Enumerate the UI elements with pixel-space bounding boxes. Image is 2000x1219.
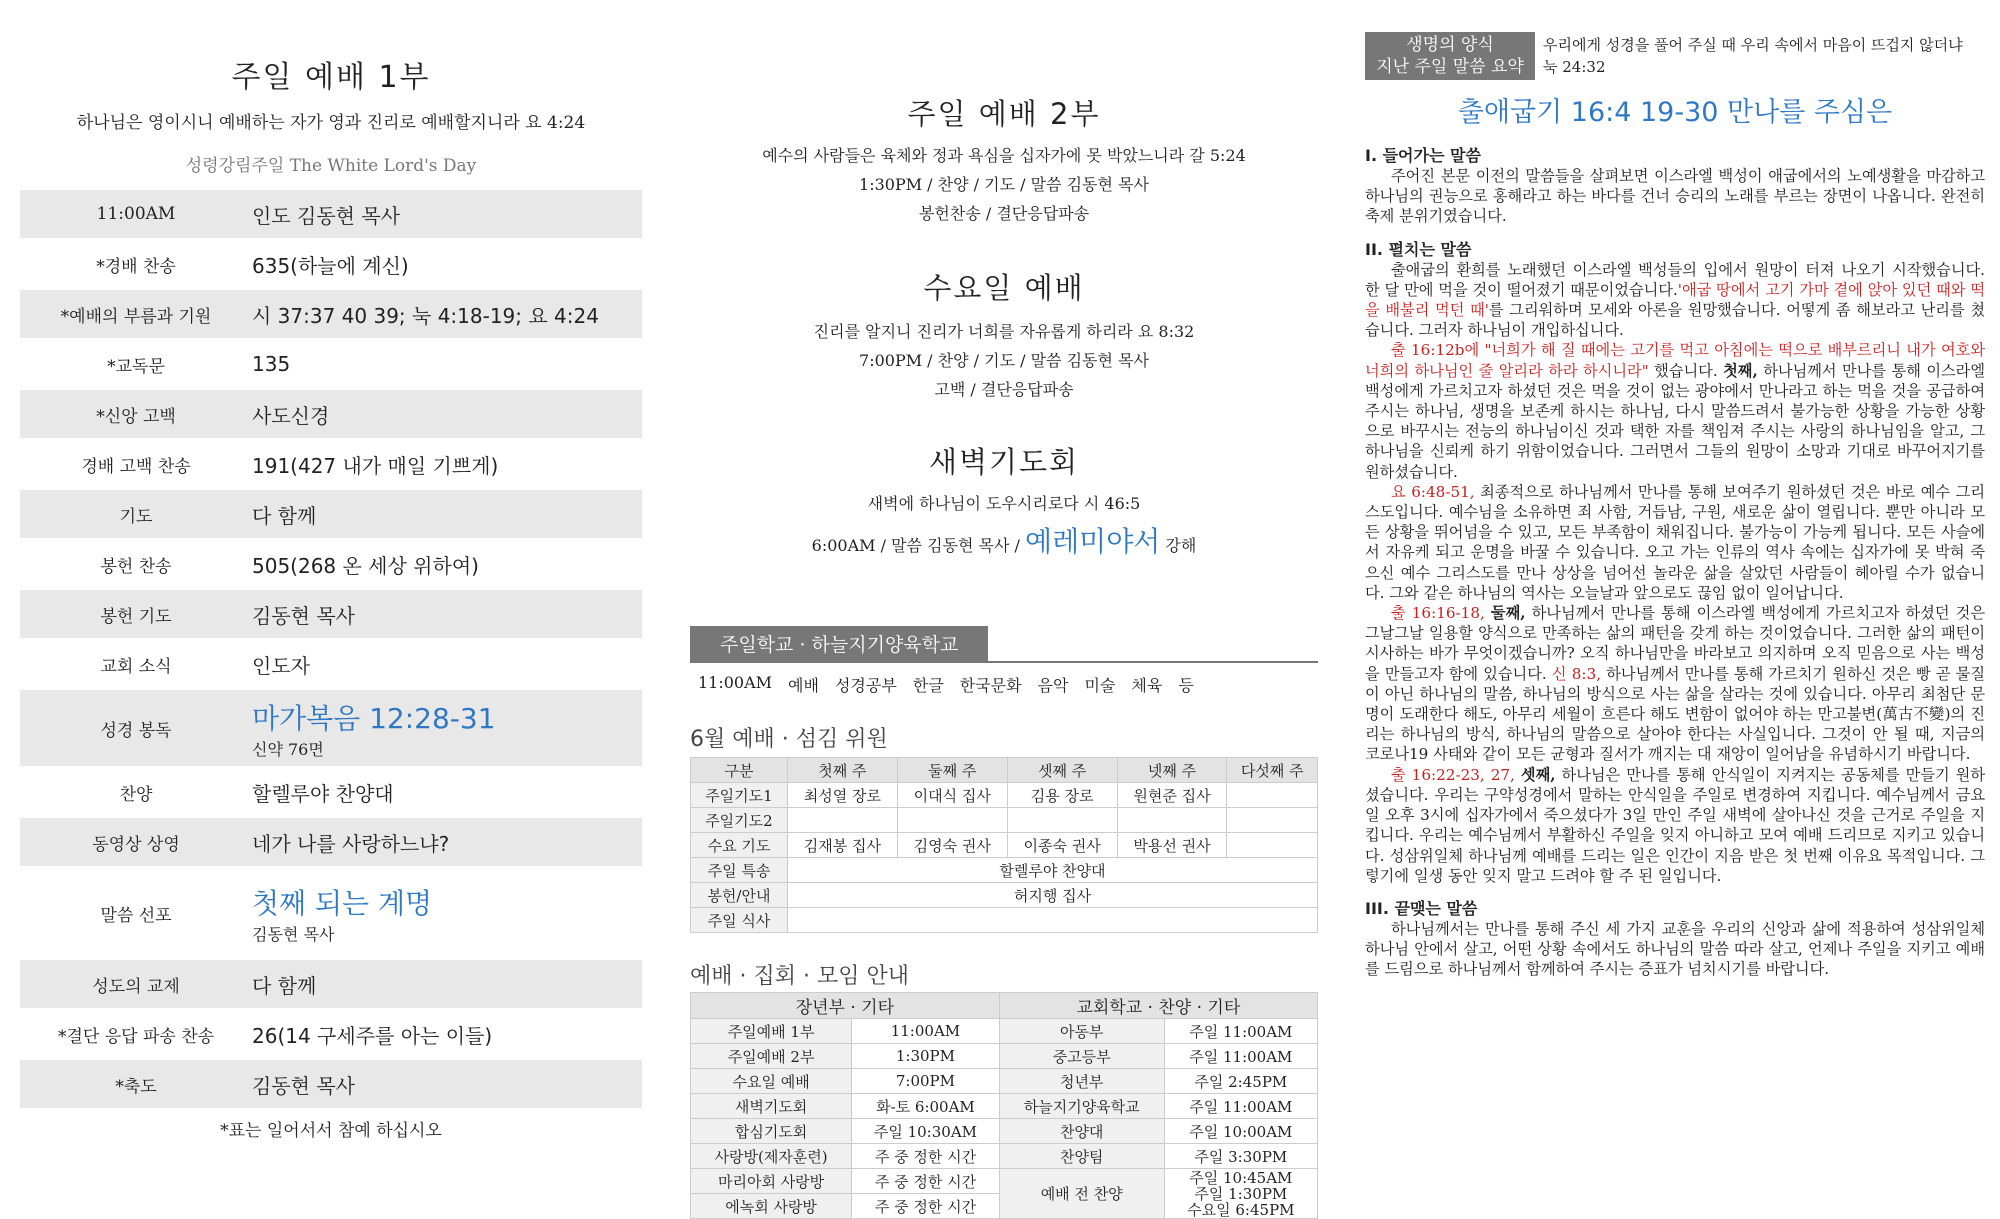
meeting-time-list — [1164, 1169, 1317, 1219]
school-item: 11:00AM — [698, 673, 773, 692]
meetings-row — [691, 1119, 1318, 1144]
meeting-name: 하늘지기양육학교 — [999, 1094, 1164, 1119]
worship-row-label: 성경 봉독 — [100, 720, 172, 741]
worship-row-sub: 신약 76면 — [252, 739, 324, 759]
sec2-p2a: 했습니다. — [1648, 361, 1718, 380]
meeting-time: 7:00PM — [852, 1069, 1000, 1094]
meeting-time: 주일 11:00AM — [1164, 1044, 1317, 1069]
duty-row-label: 주일 특송 — [691, 858, 788, 883]
meetings-header-cell: 장년부 · 기타 — [691, 993, 1000, 1019]
sunday-service-1-column — [20, 0, 642, 1213]
worship-row-label: *결단 응답 파송 찬송 — [57, 1026, 215, 1047]
meetings-row — [691, 1144, 1318, 1169]
worship-row — [20, 390, 642, 438]
service-1-title: 주일 예배 1부 — [231, 60, 431, 95]
worship-row-label: 성도의 교제 — [92, 976, 180, 997]
duty-cell: 이대식 집사 — [897, 783, 1007, 808]
meeting-name: 주일예배 1부 — [691, 1019, 852, 1044]
school-bar: 주일학교 · 하늘지기양육학교 — [690, 626, 988, 661]
dawn-prayer-verse: 새벽에 하나님이 도우시리로다 시 46:5 — [867, 494, 1141, 513]
worship-row-value: 네가 나를 사랑하느냐? — [252, 831, 450, 856]
section-1-heading: I. 들어가는 말씀 — [1365, 146, 1481, 165]
duty-span-row — [691, 883, 1318, 908]
section-2-para-4 — [1365, 603, 1985, 765]
meeting-name: 새벽기도회 — [691, 1094, 852, 1119]
worship-row-value: 135 — [252, 352, 291, 376]
service-2-order-2: 봉헌찬송 / 결단응답파송 — [918, 204, 1090, 223]
worship-row-label: *경배 찬송 — [96, 256, 176, 277]
section-2-heading: II. 펼치는 말씀 — [1365, 239, 1472, 259]
meeting-time: 주일 10:30AM — [852, 1119, 1000, 1144]
duty-span-cell: 할렐루야 찬양대 — [787, 858, 1317, 883]
meeting-name: 예배 전 찬양 — [999, 1169, 1164, 1219]
worship-row-label: 기도 — [119, 506, 153, 527]
section-1-body: 주어진 본문 이전의 말씀들을 살펴보면 이스라엘 백성이 애굽에서의 노예생활을 마감하고 하나님의 권능으로 홍해라고 하는 바다를 건너 승리의 노래를 부르는 장면이 나옵니다. 완전히 축제 분위기였습니다. — [1365, 167, 1985, 226]
duty-row — [691, 833, 1318, 858]
meeting-time: 1:30PM — [852, 1044, 1000, 1069]
section-2-para-3 — [1365, 482, 1985, 603]
worship-row-value: 다 함께 — [252, 973, 317, 998]
duty-cell: 김재봉 집사 — [787, 833, 897, 858]
meeting-name: 마리아회 사랑방 — [691, 1169, 852, 1194]
dawn-prayer-book: 예레미야서 — [1025, 525, 1161, 558]
sec2-p1-quote: '애굽 땅에서 고기 가마 곁에 앉아 있던 때와 떡을 배불리 먹던 때' — [1365, 280, 1985, 320]
worship-row-value: 191(427 내가 매일 기쁘게) — [252, 453, 499, 478]
worship-row — [20, 440, 642, 488]
meeting-time: 주일 10:45AM — [1189, 1168, 1293, 1187]
section-2-para-1 — [1365, 260, 1985, 341]
school-item: 체육 — [1131, 676, 1163, 695]
order-of-worship — [20, 190, 642, 1108]
meeting-name: 사랑방(제자훈련) — [691, 1144, 852, 1169]
standing-footnote: *표는 일어서서 참예 하십시오 — [220, 1121, 442, 1141]
worship-row-label: *예배의 부름과 기원 — [60, 306, 212, 327]
meeting-time: 주일 3:30PM — [1164, 1144, 1317, 1169]
duty-span-row — [691, 908, 1318, 933]
duty-cell: 이종숙 권사 — [1007, 833, 1117, 858]
meetings-row — [691, 1044, 1318, 1069]
duty-cell — [1117, 808, 1227, 833]
meeting-time: 수요일 6:45PM — [1187, 1200, 1295, 1219]
worship-row — [20, 818, 642, 866]
sec2-p4-ref: 출 16:16-18, — [1391, 604, 1485, 623]
worship-row-label: *신앙 고백 — [96, 406, 176, 427]
meetings-header-cell: 교회학교 · 찬양 · 기타 — [999, 993, 1317, 1019]
worship-row — [20, 640, 642, 688]
meeting-name: 주일예배 2부 — [691, 1044, 852, 1069]
section-3-body: 하나님께서는 만나를 통해 주신 세 가지 교훈을 우리의 신앙과 삶에 적용하여 성삼위일체 하나님 안에서 살고, 어떤 상황 속에서도 하나님의 말씀 따라 살고, 언제나 주일을 지키고 예배를 드림으로 하나님께서 함께하여 주시는 증표가 넘치시기를 바랍니다. — [1365, 919, 1985, 979]
duty-cell — [1227, 808, 1318, 833]
worship-row-value: 인도 김동현 목사 — [252, 203, 400, 228]
sermon-header-line2: 지난 주일 말씀 요약 — [1376, 57, 1524, 77]
worship-row-label: 동영상 상영 — [92, 834, 180, 855]
sermon-header-box — [1365, 32, 1535, 80]
section-2-para-5 — [1365, 765, 1985, 886]
worship-row — [20, 690, 642, 766]
sec2-p4b: 하나님께서 만나를 통해 가르치기 원하신 것은 빵 곧 물질이 아닌 하나님의 말씀, 하나님의 방식으로 사는 삶을 살라는 것에 있습니다. 아무리 최첨단 문명이 도래한다 해도, 아무리 세월이 흐른다 해도 변함이 없어야 하는 만고불변(萬古不變)의 진리는 하나님의 방식, 하나님의 말씀으로 살아야 한다는 사실입니다. 그것이 안 될 때, 지금의 코로나19 사태와 같이 모든 균형과 질서가 깨지는 대 재앙이 일어남을 유념하시기 바랍니다. — [1365, 664, 1985, 764]
sermon-header-verse: 우리에게 성경을 풀어 주실 때 우리 속에서 마음이 뜨겁지 않더냐 눅 24:32 — [1543, 36, 1963, 76]
sec2-p2-first: 첫째, — [1723, 361, 1758, 380]
duty-cell: 김용 장로 — [1007, 783, 1117, 808]
meetings-table — [690, 992, 1318, 1219]
wednesday-order-2: 고백 / 결단응답파송 — [934, 380, 1074, 399]
sec2-p5-ref: 출 16:22-23, 27, — [1391, 765, 1515, 784]
worship-row-label: 11:00AM — [96, 204, 176, 224]
school-item: 예배 — [788, 676, 819, 695]
duty-header-cell: 다섯째 주 — [1227, 758, 1318, 783]
meeting-time: 화-토 6:00AM — [852, 1094, 1000, 1119]
duty-header-cell: 구분 — [691, 758, 788, 783]
worship-row-value: 사도신경 — [252, 403, 330, 428]
meeting-time: 11:00AM — [852, 1019, 1000, 1044]
worship-row-value: 635(하늘에 계신) — [252, 253, 409, 278]
meetings-row — [691, 1169, 1318, 1194]
duty-row — [691, 808, 1318, 833]
duty-span-cell — [787, 908, 1317, 933]
dawn-prayer-order — [690, 520, 1318, 560]
sermon-title: 출애굽기 16:4 19-30 만나를 주심은 — [1457, 97, 1893, 128]
school-item: 성경공부 — [834, 676, 897, 695]
worship-row-value: 다 함께 — [252, 503, 317, 528]
sermon-header-line1: 생명의 양식 — [1406, 35, 1494, 55]
meeting-name: 합심기도회 — [691, 1119, 852, 1144]
meeting-time: 주일 10:00AM — [1164, 1119, 1317, 1144]
worship-row-value: 인도자 — [252, 653, 310, 678]
sec2-p2-quote: 출 16:12b에 "너희가 해 질 때에는 고기를 먹고 아침에는 떡으로 배부르리니 내가 여호와 너희의 하나님인 줄 알리라 하라 하시니라" — [1365, 341, 1985, 380]
worship-row-highlight: 마가복음 12:28-31 — [252, 701, 496, 735]
sec2-p3: 최종적으로 하나님께서 만나를 통해 보여주기 원하셨던 것은 바로 예수 그리스도입니다. 예수님을 소유하면 죄 사함, 거듭남, 구원, 새로운 삶이 열립니다. 뿐만 아니라 모든 상황을 뛰어넘을 수 있고, 모든 부족함이 채워집니다. 불가능이 가능케 됩니다. 모든 사슬에서 자유케 되고 운명을 바꿀 수 있습니다. 오고 가는 인류의 역사 속에는 십자가에 못 박혀 죽으신 예수 그리스도를 만나 상상을 넘어선 놀라운 삶을 살았던 사람들이 헤아릴 수가 없습니다. 그와 같은 하나님의 역사는 오늘날과 앞으로도 끊임 없이 일어납니다. — [1365, 482, 1985, 602]
worship-row — [20, 290, 642, 338]
duty-header-cell: 첫째 주 — [787, 758, 897, 783]
worship-row-value: 505(268 온 세상 위하여) — [252, 553, 479, 578]
wednesday-title: 수요일 예배 — [923, 271, 1085, 305]
duty-row-label: 주일기도1 — [691, 783, 788, 808]
duty-span-row — [691, 858, 1318, 883]
duty-cell: 최성열 장로 — [787, 783, 897, 808]
worship-row-label: 봉헌 기도 — [100, 606, 172, 627]
meetings-header-row — [691, 993, 1318, 1019]
duty-header-row — [691, 758, 1318, 783]
worship-row — [20, 768, 642, 816]
worship-row-value: 김동현 목사 — [252, 603, 355, 628]
worship-row — [20, 190, 642, 238]
duty-cell — [897, 808, 1007, 833]
meeting-name: 청년부 — [999, 1069, 1164, 1094]
duty-row-label: 주일 식사 — [691, 908, 788, 933]
worship-row-label: *축도 — [115, 1076, 157, 1097]
worship-row-sub: 김동현 목사 — [252, 924, 335, 944]
school-item: 한국문화 — [959, 676, 1022, 695]
section-2-para-2 — [1365, 340, 1985, 481]
worship-row — [20, 240, 642, 288]
meeting-time: 주 중 정한 시간 — [852, 1169, 1000, 1194]
duty-header-cell: 둘째 주 — [897, 758, 1007, 783]
dawn-prayer-title: 새벽기도회 — [928, 445, 1080, 479]
school-item: 미술 — [1084, 676, 1116, 695]
sec2-p4a: 하나님께서 만나를 통해 이스라엘 백성에게 가르치고자 하셨던 것은 그날그날 일용할 양식으로 만족하는 삶의 패턴을 갖게 하는 것이었습니다. 그러한 삶의 패턴이 시사하는 바가 무엇이겠습니까? 오직 하나님만을 바라보고 의지하며 오직 믿음으로 사는 백성을 만들고자 함에 있습니다. — [1365, 604, 1985, 683]
duty-cell: 박용선 권사 — [1117, 833, 1227, 858]
duty-cell: 김영숙 권사 — [897, 833, 1007, 858]
sec2-p1a: 출애굽의 환희를 노래했던 이스라엘 백성들의 입에서 원망이 터져 나오기 시작했습니다. 한 달 만에 먹을 것이 떨어졌기 때문이었습니다. — [1365, 260, 1985, 299]
worship-row — [20, 540, 642, 588]
worship-row — [20, 1060, 642, 1108]
worship-row-value: 26(14 구세주를 아는 이들) — [252, 1023, 493, 1048]
dawn-prayer-time: 6:00AM / 말씀 김동현 목사 / — [811, 536, 1020, 555]
worship-row — [20, 868, 642, 958]
duty-cell — [1227, 783, 1318, 808]
worship-row-value: 할렐루야 찬양대 — [252, 781, 394, 806]
school-item: 한글 — [912, 676, 944, 695]
duty-cell — [787, 808, 897, 833]
service-2-title: 주일 예배 2부 — [907, 97, 1101, 131]
wednesday-verse: 진리를 알지니 진리가 너희를 자유롭게 하리라 요 8:32 — [813, 322, 1195, 341]
worship-row — [20, 960, 642, 1008]
meeting-name: 수요일 예배 — [691, 1069, 852, 1094]
meeting-time: 주일 11:00AM — [1164, 1019, 1317, 1044]
meeting-name: 찬양팀 — [999, 1144, 1164, 1169]
meeting-time: 주 중 정한 시간 — [852, 1144, 1000, 1169]
duty-row-label: 봉헌/안내 — [691, 883, 788, 908]
worship-row — [20, 490, 642, 538]
service-2-order: 1:30PM / 찬양 / 기도 / 말씀 김동현 목사 — [859, 175, 1149, 194]
meeting-time: 주일 11:00AM — [1164, 1094, 1317, 1119]
duty-row-label: 수요 기도 — [691, 833, 788, 858]
sec2-p4-second: 둘째, — [1490, 604, 1526, 623]
duty-title: 6월 예배 · 섬김 위원 — [690, 727, 888, 752]
school-item: 등 — [1178, 676, 1194, 695]
worship-row-value — [252, 697, 642, 760]
service-1-subtitle: 성령강림주일 The White Lord's Day — [185, 156, 477, 176]
meeting-name: 중고등부 — [999, 1044, 1164, 1069]
worship-row-label: 경배 고백 찬송 — [81, 456, 191, 477]
sermon-summary-column — [1365, 0, 1985, 1213]
meeting-time: 주 중 정한 시간 — [852, 1194, 1000, 1219]
dawn-prayer-suffix: 강해 — [1165, 536, 1197, 555]
school-items — [690, 673, 1318, 696]
meeting-time: 주일 1:30PM — [1194, 1184, 1288, 1203]
wednesday-order: 7:00PM / 찬양 / 기도 / 말씀 김동현 목사 — [859, 351, 1149, 370]
worship-row — [20, 590, 642, 638]
duty-cell — [1227, 833, 1318, 858]
worship-row-value: 김동현 목사 — [252, 1073, 355, 1098]
other-services-column — [690, 0, 1318, 1219]
meetings-row — [691, 1094, 1318, 1119]
meeting-time: 주일 2:45PM — [1164, 1069, 1317, 1094]
duty-cell — [1007, 808, 1117, 833]
service-1-verse: 하나님은 영이시니 예배하는 자가 영과 진리로 예배할지니라 요 4:24 — [76, 113, 586, 133]
worship-row-label: 말씀 선포 — [100, 905, 172, 926]
duty-span-cell: 허지행 집사 — [787, 883, 1317, 908]
sec2-p2b: 하나님께서 만나를 통해 이스라엘 백성에게 가르치고자 하셨던 것은 먹을 것이 없는 광야에서 만나라고 하는 먹을 것을 공급하여 주시는 하나님, 생명을 보존케 하시는 하나님, 다시 말씀드려서 불가능한 상황을 가능한 상황으로 바꾸시는 전능의 하나님이신 것과 택한 자를 책임져 주시는 사랑의 하나님임을 알고, 그 하나님을 신뢰케 하기 위함이었습니다. 그러면서 그들의 원망이 소망과 기대로 바꾸어지기를 원하셨습니다. — [1365, 361, 1986, 481]
duty-cell: 원현준 집사 — [1117, 783, 1227, 808]
school-item: 음악 — [1037, 676, 1069, 695]
sec2-p1b: 를 그리워하며 모세와 아론을 원망했습니다. 어떻게 좀 해보라고 난리를 쳤습니다. 그러자 하나님이 개입하십니다. — [1365, 301, 1985, 340]
worship-row — [20, 340, 642, 388]
meetings-title: 예배 · 집회 · 모임 안내 — [690, 964, 909, 989]
duty-row — [691, 783, 1318, 808]
sec2-p5: 하나님은 만나를 통해 안식일이 지켜지는 공동체를 만들기 원하셨습니다. 우리는 구약성경에서 말하는 안식일을 주일로 변경하여 지킵니다. 예수님께서 금요일 오후 3시에 십자가에서 죽으셨다가 3일 만인 주일 새벽에 살아나신 것을 근거로 주일을 지킵니다. 우리는 예수님께서 부활하신 주일을 잊지 아니하고 모여 예배 드리므로 지키고 있습니다. 성삼위일체 하나님께 예배를 드리는 일은 인간이 지음 받은 첫 번째 이유요 목적입니다. 그렇기에 일생 동안 잊지 말고 드려야 할 주 된 일입니다. — [1365, 765, 1986, 885]
meetings-row — [691, 1019, 1318, 1044]
sec2-p4-ref2: 신 8:3, — [1551, 664, 1602, 683]
worship-row-label: 봉헌 찬송 — [100, 556, 172, 577]
worship-row — [20, 1010, 642, 1058]
duty-header-cell: 셋째 주 — [1007, 758, 1117, 783]
duty-table — [690, 757, 1318, 933]
sermon-header — [1365, 32, 1985, 80]
meeting-name: 찬양대 — [999, 1119, 1164, 1144]
meeting-name: 아동부 — [999, 1019, 1164, 1044]
sec2-p5-third: 셋째, — [1520, 765, 1556, 784]
meetings-row — [691, 1069, 1318, 1094]
section-3-heading: III. 끝맺는 말씀 — [1365, 898, 1478, 918]
school-bar-line — [690, 626, 1318, 663]
worship-row-label: 찬양 — [119, 784, 153, 805]
worship-row-highlight: 첫째 되는 계명 — [252, 886, 433, 920]
service-2-verse: 예수의 사람들은 육체와 정과 욕심을 십자가에 못 박았느니라 갈 5:24 — [762, 146, 1246, 165]
worship-row-value: 시 37:37 40 39; 눅 4:18-19; 요 4:24 — [252, 303, 599, 328]
duty-header-cell: 넷째 주 — [1117, 758, 1227, 783]
worship-row-label: 교회 소식 — [100, 656, 172, 677]
duty-row-label: 주일기도2 — [691, 808, 788, 833]
worship-row-label: *교독문 — [107, 356, 165, 377]
sec2-p3-ref: 요 6:48-51, — [1391, 482, 1475, 501]
meeting-name: 에녹회 사랑방 — [691, 1194, 852, 1219]
worship-row-value — [252, 882, 642, 945]
